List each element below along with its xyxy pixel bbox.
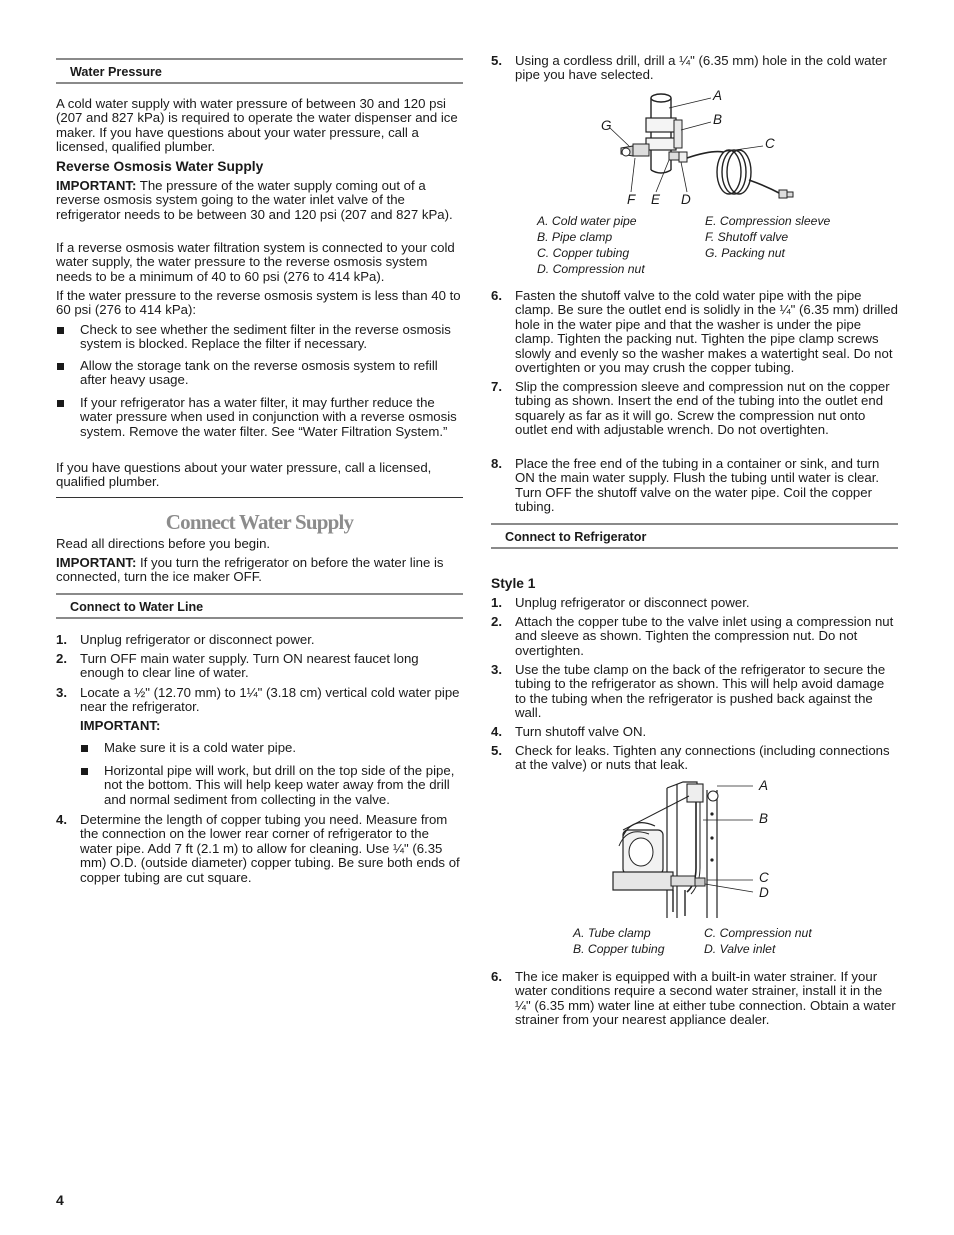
caption-item: E. Compression sleeve: [705, 214, 831, 228]
step-number: 6.: [491, 969, 502, 984]
valve-inlet-illustration: [491, 776, 898, 922]
step-number: 1.: [56, 632, 67, 647]
fig2-caption-right: [704, 926, 884, 958]
section-divider: [56, 497, 463, 498]
caption-item: C. Compression nut: [704, 926, 812, 940]
step-number: 6.: [491, 288, 502, 303]
connect-water-supply-title: Connect Water Supply: [165, 510, 354, 534]
connect-refrigerator-heading: Connect to Refrigerator: [491, 523, 898, 549]
fig1-label-a: A: [713, 88, 723, 103]
fig1-label-c: C: [765, 136, 775, 151]
step-number: 3.: [491, 662, 502, 677]
step-text: Unplug refrigerator or disconnect power.: [80, 632, 315, 647]
connect-intro: Read all directions before you begin.: [56, 536, 271, 551]
step3-bullet-text: Make sure it is a cold water pipe.: [104, 740, 297, 755]
page-number: 4: [56, 1192, 64, 1208]
ro-important-text: The pressure of the water supply coming out of a reverse osmosis system going to the water inlet valve of the refrigerator needs to be between 30 and 120 psi (207 and 827 kPa).: [56, 178, 453, 222]
step-number: 2.: [491, 614, 502, 629]
water-line-step: [56, 652, 463, 681]
step-text: The ice maker is equipped with a built-in water strainer. If your water conditions require a second water strainer, install it in the ¼" (6.35 mm) water line at either tube connection. Obtain a water strainer from your nearest appliance dealer.: [515, 969, 896, 1028]
shutoff-valve-illustration: [491, 86, 898, 214]
step-text: Locate a ½" (12.70 mm) to 1¼" (3.18 cm) vertical cold water pipe near the refrigerator.: [80, 685, 460, 715]
ro-closing: If you have questions about your water pressure, call a licensed, qualified plumber.: [56, 460, 432, 490]
fig2-label-c: C: [759, 870, 769, 885]
bullet-square-icon: [57, 363, 64, 370]
fig1-caption-right: [705, 214, 895, 262]
step-text: Unplug refrigerator or disconnect power.: [515, 595, 750, 610]
fig1-caption-left: [537, 214, 707, 278]
fig2-label-d: D: [759, 885, 769, 900]
caption-item: F. Shutoff valve: [705, 230, 789, 244]
bullet-square-icon: [81, 768, 88, 775]
step-text: Turn OFF main water supply. Turn ON nearest faucet long enough to clear line of water.: [80, 651, 419, 681]
fridge-step: [491, 615, 898, 658]
fridge-step: [491, 725, 898, 739]
ro-bullet: [56, 359, 463, 388]
valve-step: [491, 380, 898, 438]
bullet-square-icon: [57, 327, 64, 334]
step-text: Turn shutoff valve ON.: [515, 724, 647, 739]
caption-item: A. Cold water pipe: [537, 214, 637, 228]
water-line-step: [56, 633, 463, 647]
step-text: Slip the compression sleeve and compression nut on the copper tubing as shown. Insert the end of the tubing into the outlet end squarely as far as it will go. Screw the compression nut onto outlet end with adjustable wrench. Do not overtighten.: [515, 379, 890, 438]
ro-bullet: [56, 323, 463, 352]
shutoff-valve-diagram: [491, 86, 898, 214]
step-number: 8.: [491, 456, 502, 471]
ro-paragraph-3: If the water pressure to the reverse osmosis system is less than 40 to 60 psi (276 to 414 kPa):: [56, 288, 461, 318]
caption-item: G. Packing nut: [705, 246, 785, 260]
step-number: 4.: [491, 724, 502, 739]
style-1-heading: Style 1: [491, 576, 536, 591]
step-text: Check for leaks. Tighten any connections (including connections at the valve) or nuts that leak.: [515, 743, 890, 773]
step-number: 5.: [491, 743, 502, 758]
water-line-step: [56, 813, 463, 885]
ro-important: [56, 179, 463, 222]
fridge-step: [491, 744, 898, 773]
caption-item: C. Copper tubing: [537, 246, 630, 260]
step-number: 4.: [56, 812, 67, 827]
fig1-label-d: D: [681, 192, 691, 207]
connect-important-label: IMPORTANT:: [56, 555, 137, 570]
ro-bullet-text: Allow the storage tank on the reverse osmosis system to refill after heavy usage.: [80, 358, 438, 388]
step-text: Using a cordless drill, drill a ¼" (6.35 mm) hole in the cold water pipe you have selected.: [515, 53, 887, 83]
step-number: 7.: [491, 379, 502, 394]
caption-item: B. Copper tubing: [573, 942, 665, 956]
fig1-label-e: E: [651, 192, 661, 207]
step-number: 3.: [56, 685, 67, 700]
step-text: Fasten the shutoff valve to the cold water pipe with the pipe clamp. Be sure the outlet end is solidly in the ¼" (6.35 mm) drilled hole in the water pipe and that the washer is under the pipe clamp. Tighten the packing nut. Tighten the pipe clamp screws slowly and evenly so the washer makes a watertight seal. Do not overtighten or you may crush the copper tubing.: [515, 288, 898, 376]
connect-important: [56, 556, 463, 585]
valve-inlet-diagram: [491, 776, 898, 922]
water-line-step: [56, 686, 463, 715]
ro-paragraph-2: If a reverse osmosis water filtration system is connected to your cold water supply, the water pressure to the reverse osmosis system needs to be a minimum of 40 to 60 psi (276 to 414 kPa).: [56, 240, 455, 284]
step-text: Place the free end of the tubing in a container or sink, and turn ON the main water supply. Flush the tubing until water is clear. Turn OFF the shutoff valve on the water pipe. Coil the copper tubing.: [515, 456, 880, 515]
bullet-square-icon: [57, 400, 64, 407]
step-text: Use the tube clamp on the back of the refrigerator to secure the tubing to the refrigerator as shown. This will help avoid damage to the tubing when the refrigerator is pushed back against the wall.: [515, 662, 886, 721]
ro-important-label: IMPORTANT:: [56, 178, 137, 193]
fig1-label-g: G: [601, 118, 612, 133]
ro-bullet: [56, 396, 463, 439]
step-text: Determine the length of copper tubing you need. Measure from the connection on the lower rear corner of refrigerator to the water pipe. Add 7 ft (2.1 m) to allow for cleaning. Use ¼" (6.35 mm) O.D. (outside diameter) copper tubing. Be sure both ends of copper tubing are cut square.: [80, 812, 460, 885]
fig2-label-a: A: [759, 778, 769, 793]
fig2-caption-left: [573, 926, 703, 958]
fridge-step: [491, 663, 898, 721]
caption-item: D. Compression nut: [537, 262, 645, 276]
strainer-step: [491, 970, 898, 1028]
step3-important-label: IMPORTANT:: [80, 718, 161, 733]
ro-bullet-text: If your refrigerator has a water filter, it may further reduce the water pressure when used in conjunction with a reverse osmosis system. Remove the water filter. See “Water Filtration System.”: [80, 395, 457, 439]
caption-item: B. Pipe clamp: [537, 230, 613, 244]
step3-bullet: [80, 741, 463, 755]
water-pressure-body: A cold water supply with water pressure of between 30 and 120 psi (207 and 827 kPa) is required to operate the water dispenser and ice maker. If you have questions about your water pressure, call a licensed, qualified plumber.: [56, 96, 458, 155]
step3-bullet: [80, 764, 463, 807]
valve-step: [491, 457, 898, 515]
caption-item: D. Valve inlet: [704, 942, 776, 956]
step-number: 5.: [491, 53, 502, 68]
connect-important-text: If you turn the refrigerator on before the water line is connected, turn the ice maker OFF.: [56, 555, 444, 585]
caption-item: A. Tube clamp: [573, 926, 651, 940]
step-number: 1.: [491, 595, 502, 610]
fig1-label-f: F: [627, 192, 636, 207]
connect-water-line-heading: Connect to Water Line: [56, 593, 463, 619]
step-number: 2.: [56, 651, 67, 666]
valve-step: [491, 289, 898, 375]
bullet-square-icon: [81, 745, 88, 752]
ro-bullet-text: Check to see whether the sediment filter in the reverse osmosis system is blocked. Replace the filter if necessary.: [80, 322, 451, 352]
step-text: Attach the copper tube to the valve inlet using a compression nut and sleeve as shown. Tighten the compression nut. Do not overtighten.: [515, 614, 894, 658]
drill-step: [491, 54, 898, 83]
fridge-step: [491, 596, 898, 610]
fig1-label-b: B: [713, 112, 723, 127]
water-pressure-heading: Water Pressure: [56, 58, 463, 84]
fig2-label-b: B: [759, 811, 769, 826]
step3-bullet-text: Horizontal pipe will work, but drill on the top side of the pipe, not the bottom. This will help keep water away from the drill and normal sediment from collecting in the valve.: [104, 763, 455, 807]
ro-heading: Reverse Osmosis Water Supply: [56, 159, 264, 174]
